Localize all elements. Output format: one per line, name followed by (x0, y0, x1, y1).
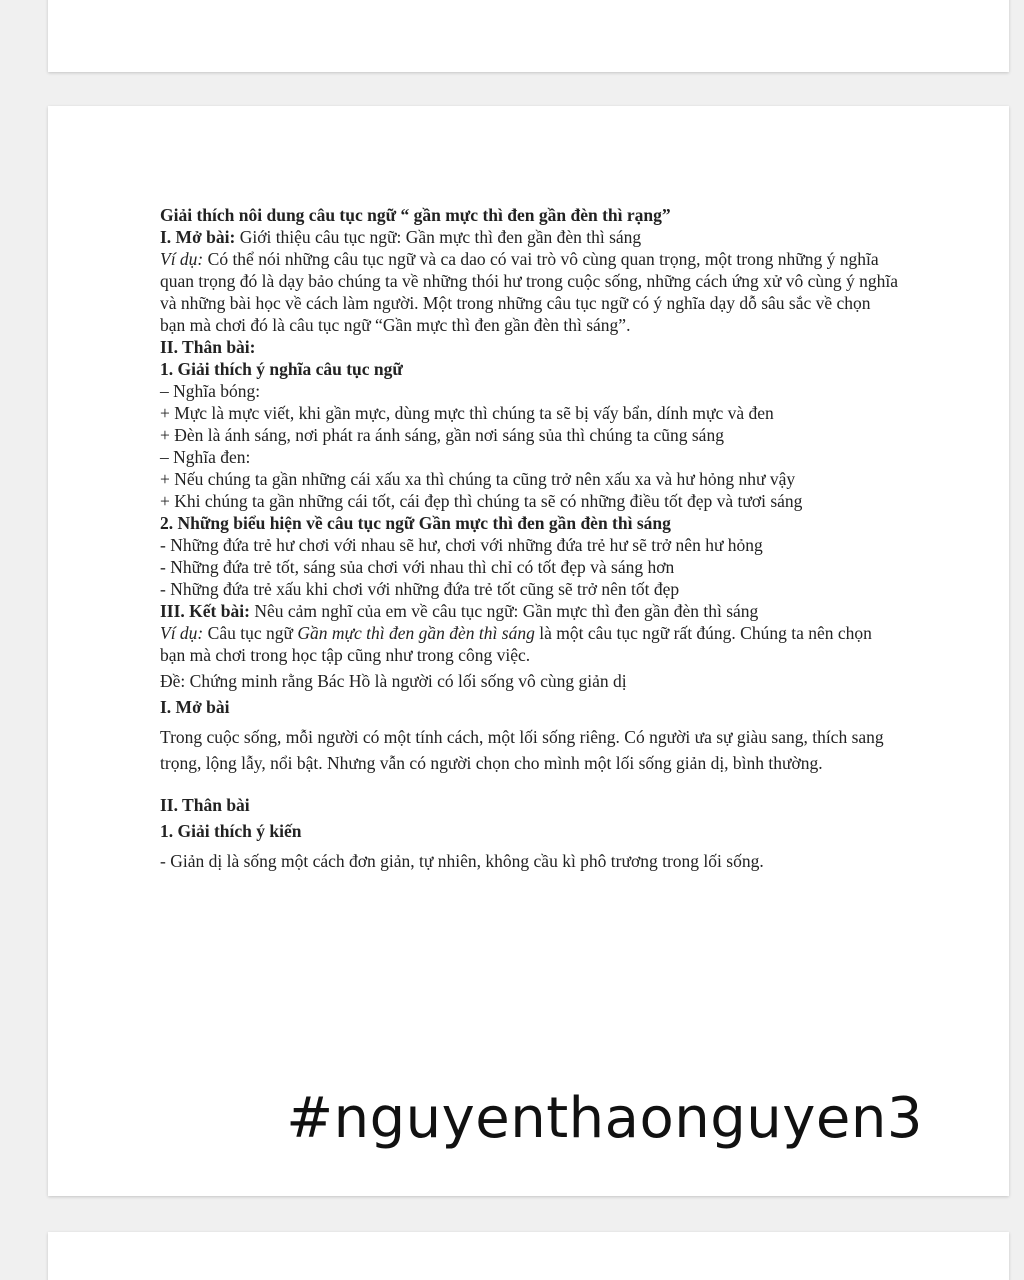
document-page (48, 106, 1009, 1196)
example-label: Ví dụ: (160, 249, 204, 269)
sub2-heading: 2. Những biểu hiện về câu tục ngữ Gần mực thì đen gần đèn thì sáng (160, 513, 671, 533)
part3-heading: III. Kết bài: (160, 601, 250, 621)
part3-example (160, 622, 900, 666)
sub2-line: - Những đứa trẻ tốt, sáng sủa chơi với nhau thì chỉ có tốt đẹp và sáng hơn (160, 557, 675, 577)
sub2-line: - Những đứa trẻ xấu khi chơi với những đứa trẻ tốt cũng sẽ trở nên tốt đẹp (160, 579, 680, 599)
part3-line (160, 600, 900, 622)
part1-example (160, 248, 900, 336)
essay2-body-heading: II. Thân bài (160, 795, 250, 815)
document-content (160, 204, 900, 874)
sub1-line: + Khi chúng ta gần những cái tốt, cái đẹp thì chúng ta sẽ có những điều tốt đẹp và tươi sáng (160, 491, 803, 511)
next-page (48, 1232, 1009, 1280)
essay2-prompt: Đề: Chứng minh rằng Bác Hồ là người có lối sống vô cùng giản dị (160, 671, 627, 691)
part1-line (160, 226, 900, 248)
example-post: là một câu tục ngữ rất đúng. Chúng ta nên chọn bạn mà chơi trong học tập cũng như trong công việc. (160, 623, 872, 665)
essay2-intro-text: Trong cuộc sống, mỗi người có một tính cách, một lối sống riêng. Có người ưa sự giàu sang, thích sang trọng, lộng lẫy, nổi bật. Nhưng vẫn có người chọn cho mình một lối sống giản dị, bình thường. (160, 727, 884, 773)
sub1-line: + Đèn là ánh sáng, nơi phát ra ánh sáng, gần nơi sáng sủa thì chúng ta cũng sáng (160, 425, 724, 445)
example-pre: Câu tục ngữ (203, 623, 298, 643)
example-text: Có thể nói những câu tục ngữ và ca dao có vai trò vô cùng quan trọng, một trong những ý nghĩa quan trọng đó là dạy bảo chúng ta về những thói hư trong cuộc sống, những cách ứng xử vô cùng ý nghĩa và những bài học về cách làm người. Một trong những câu tục ngữ có ý nghĩa dạy dỗ sâu sắc về chọn bạn mà chơi đó là câu tục ngữ “Gần mực thì đen gần đèn thì sáng”. (160, 249, 899, 335)
sub1-line: – Nghĩa bóng: (160, 381, 261, 401)
sub1-line: – Nghĩa đen: (160, 447, 251, 467)
essay2-body-text: - Giản dị là sống một cách đơn giản, tự nhiên, không cầu kì phô trương trong lối sống. (160, 851, 764, 871)
part2-heading: II. Thân bài: (160, 337, 256, 357)
essay2-body-sub1: 1. Giải thích ý kiến (160, 821, 302, 841)
part1-text: Giới thiệu câu tục ngữ: Gần mực thì đen gần đèn thì sáng (235, 227, 642, 247)
previous-page (48, 0, 1009, 72)
sub2-line: - Những đứa trẻ hư chơi với nhau sẽ hư, chơi với những đứa trẻ hư sẽ trở nên hư hỏng (160, 535, 763, 555)
document-title: Giải thích nôi dung câu tục ngữ “ gần mực thì đen gần đèn thì rạng” (160, 205, 671, 225)
sub1-heading: 1. Giải thích ý nghĩa câu tục ngữ (160, 359, 403, 379)
example-italic: Gần mực thì đen gần đèn thì sáng (297, 623, 535, 643)
watermark-hashtag: #nguyenthaonguyen3 (286, 1086, 923, 1151)
sub1-line: + Mực là mực viết, khi gần mực, dùng mực thì chúng ta sẽ bị vấy bẩn, dính mực và đen (160, 403, 774, 423)
part3-text: Nêu cảm nghĩ của em về câu tục ngữ: Gần mực thì đen gần đèn thì sáng (249, 601, 759, 621)
part1-heading: I. Mở bài: (160, 227, 236, 247)
essay2-intro-heading: I. Mở bài (160, 697, 230, 717)
sub1-line: + Nếu chúng ta gần những cái xấu xa thì chúng ta cũng trở nên xấu xa và hư hỏng như vậy (160, 469, 796, 489)
example-label: Ví dụ: (160, 623, 204, 643)
